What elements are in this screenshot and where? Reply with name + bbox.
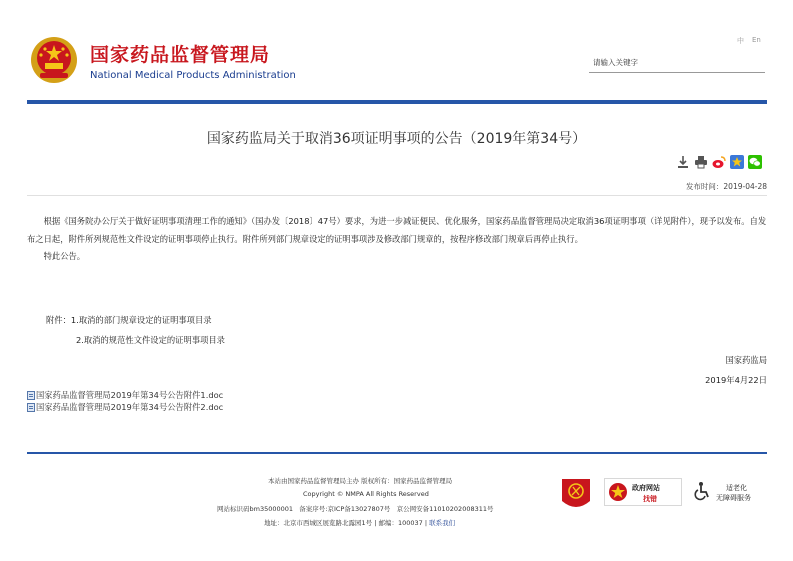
party-org-badge-icon[interactable] [560,477,592,513]
attachment-item: 2.取消的规范性文件设定的证明事项目录 [76,335,225,345]
footer-police-record[interactable]: 京公网安备11010202008311号 [396,505,494,513]
lang-switch-cn[interactable]: 中 [737,37,744,45]
gov-website-logo-icon [608,482,628,502]
gov-badge-action: 找错 [643,495,657,503]
print-icon[interactable] [694,155,708,169]
gov-badge-title: 政府网站 [632,484,660,492]
download-icon[interactable] [676,155,690,169]
file-link[interactable] [27,389,223,401]
header-divider [27,100,767,104]
accessibility-icon [692,481,712,501]
footer-records [217,504,494,513]
sign-date: 2019年4月22日 [705,375,767,385]
wechat-icon[interactable] [748,155,762,169]
accessibility-sublabel: 无障碍服务 [716,494,751,502]
file-link-text[interactable]: 国家药品监督管理局2019年第34号公告附件2.doc [36,402,224,412]
weibo-icon[interactable] [712,155,726,169]
footer-copyright: Copyright © NMPA All Rights Reserved [303,490,429,498]
national-emblem-icon [30,36,78,84]
article-divider [27,195,767,196]
article-title: 国家药监局关于取消36项证明事项的公告（2019年第34号） [206,131,587,147]
attachments-list [46,314,212,326]
attachment-item: 1.取消的部门规章设定的证明事项目录 [70,315,212,325]
article-body [27,213,767,266]
publish-date [600,181,767,192]
search-input[interactable] [589,54,747,70]
accessibility-service[interactable] [692,478,772,506]
lang-switch-en[interactable]: En [752,36,761,44]
footer-site-code: 网站标识码bm35000001 [217,505,294,513]
file-link[interactable] [27,401,223,413]
footer-address-line [264,518,455,527]
file-link-text[interactable]: 国家药品监督管理局2019年第34号公告附件1.doc [36,390,224,400]
site-name-cn[interactable]: 国家药品监督管理局 [90,44,271,66]
footer-icp[interactable]: 备案序号:京ICP备13027807号 [299,505,391,513]
article-paragraph: 根据《国务院办公厅关于做好证明事项清理工作的通知》（国办发〔2018〕47号）要求，为进一步减证便民、优化服务，国家药品监督管理局决定取消36项证明事项（详见附件），现予以发布。自发布之日起，附件所列规范性文件设定的证明事项停止执行。附件所列部门规章设定的证明事项涉及修改部门规章的，按程序修改部门规章后再停止执行。 [27,216,767,244]
signer: 国家药监局 [725,355,767,365]
favorite-icon[interactable] [730,155,744,169]
publish-date-value: 2019-04-28 [723,182,767,191]
footer-address: 地址：北京市西城区展览路北露园1号 | 邮编：100037 | [264,519,428,527]
footer-sponsor: 本站由国家药品监督管理局主办 版权所有：国家药品监督管理局 [268,477,453,485]
search-box [589,52,765,73]
article-paragraph: 特此公告。 [43,251,86,261]
accessibility-label: 适老化 [726,484,747,492]
site-name-en[interactable]: National Medical Products Administration [90,70,296,81]
attachments-label: 附件： [46,315,71,325]
publish-date-label: 发布时间： [685,182,724,191]
footer-divider [27,452,767,454]
doc-file-icon [27,391,35,400]
gov-website-error-report-badge[interactable] [604,478,682,506]
contact-us-link[interactable]: 联系我们 [429,519,456,527]
doc-file-icon [27,403,35,412]
